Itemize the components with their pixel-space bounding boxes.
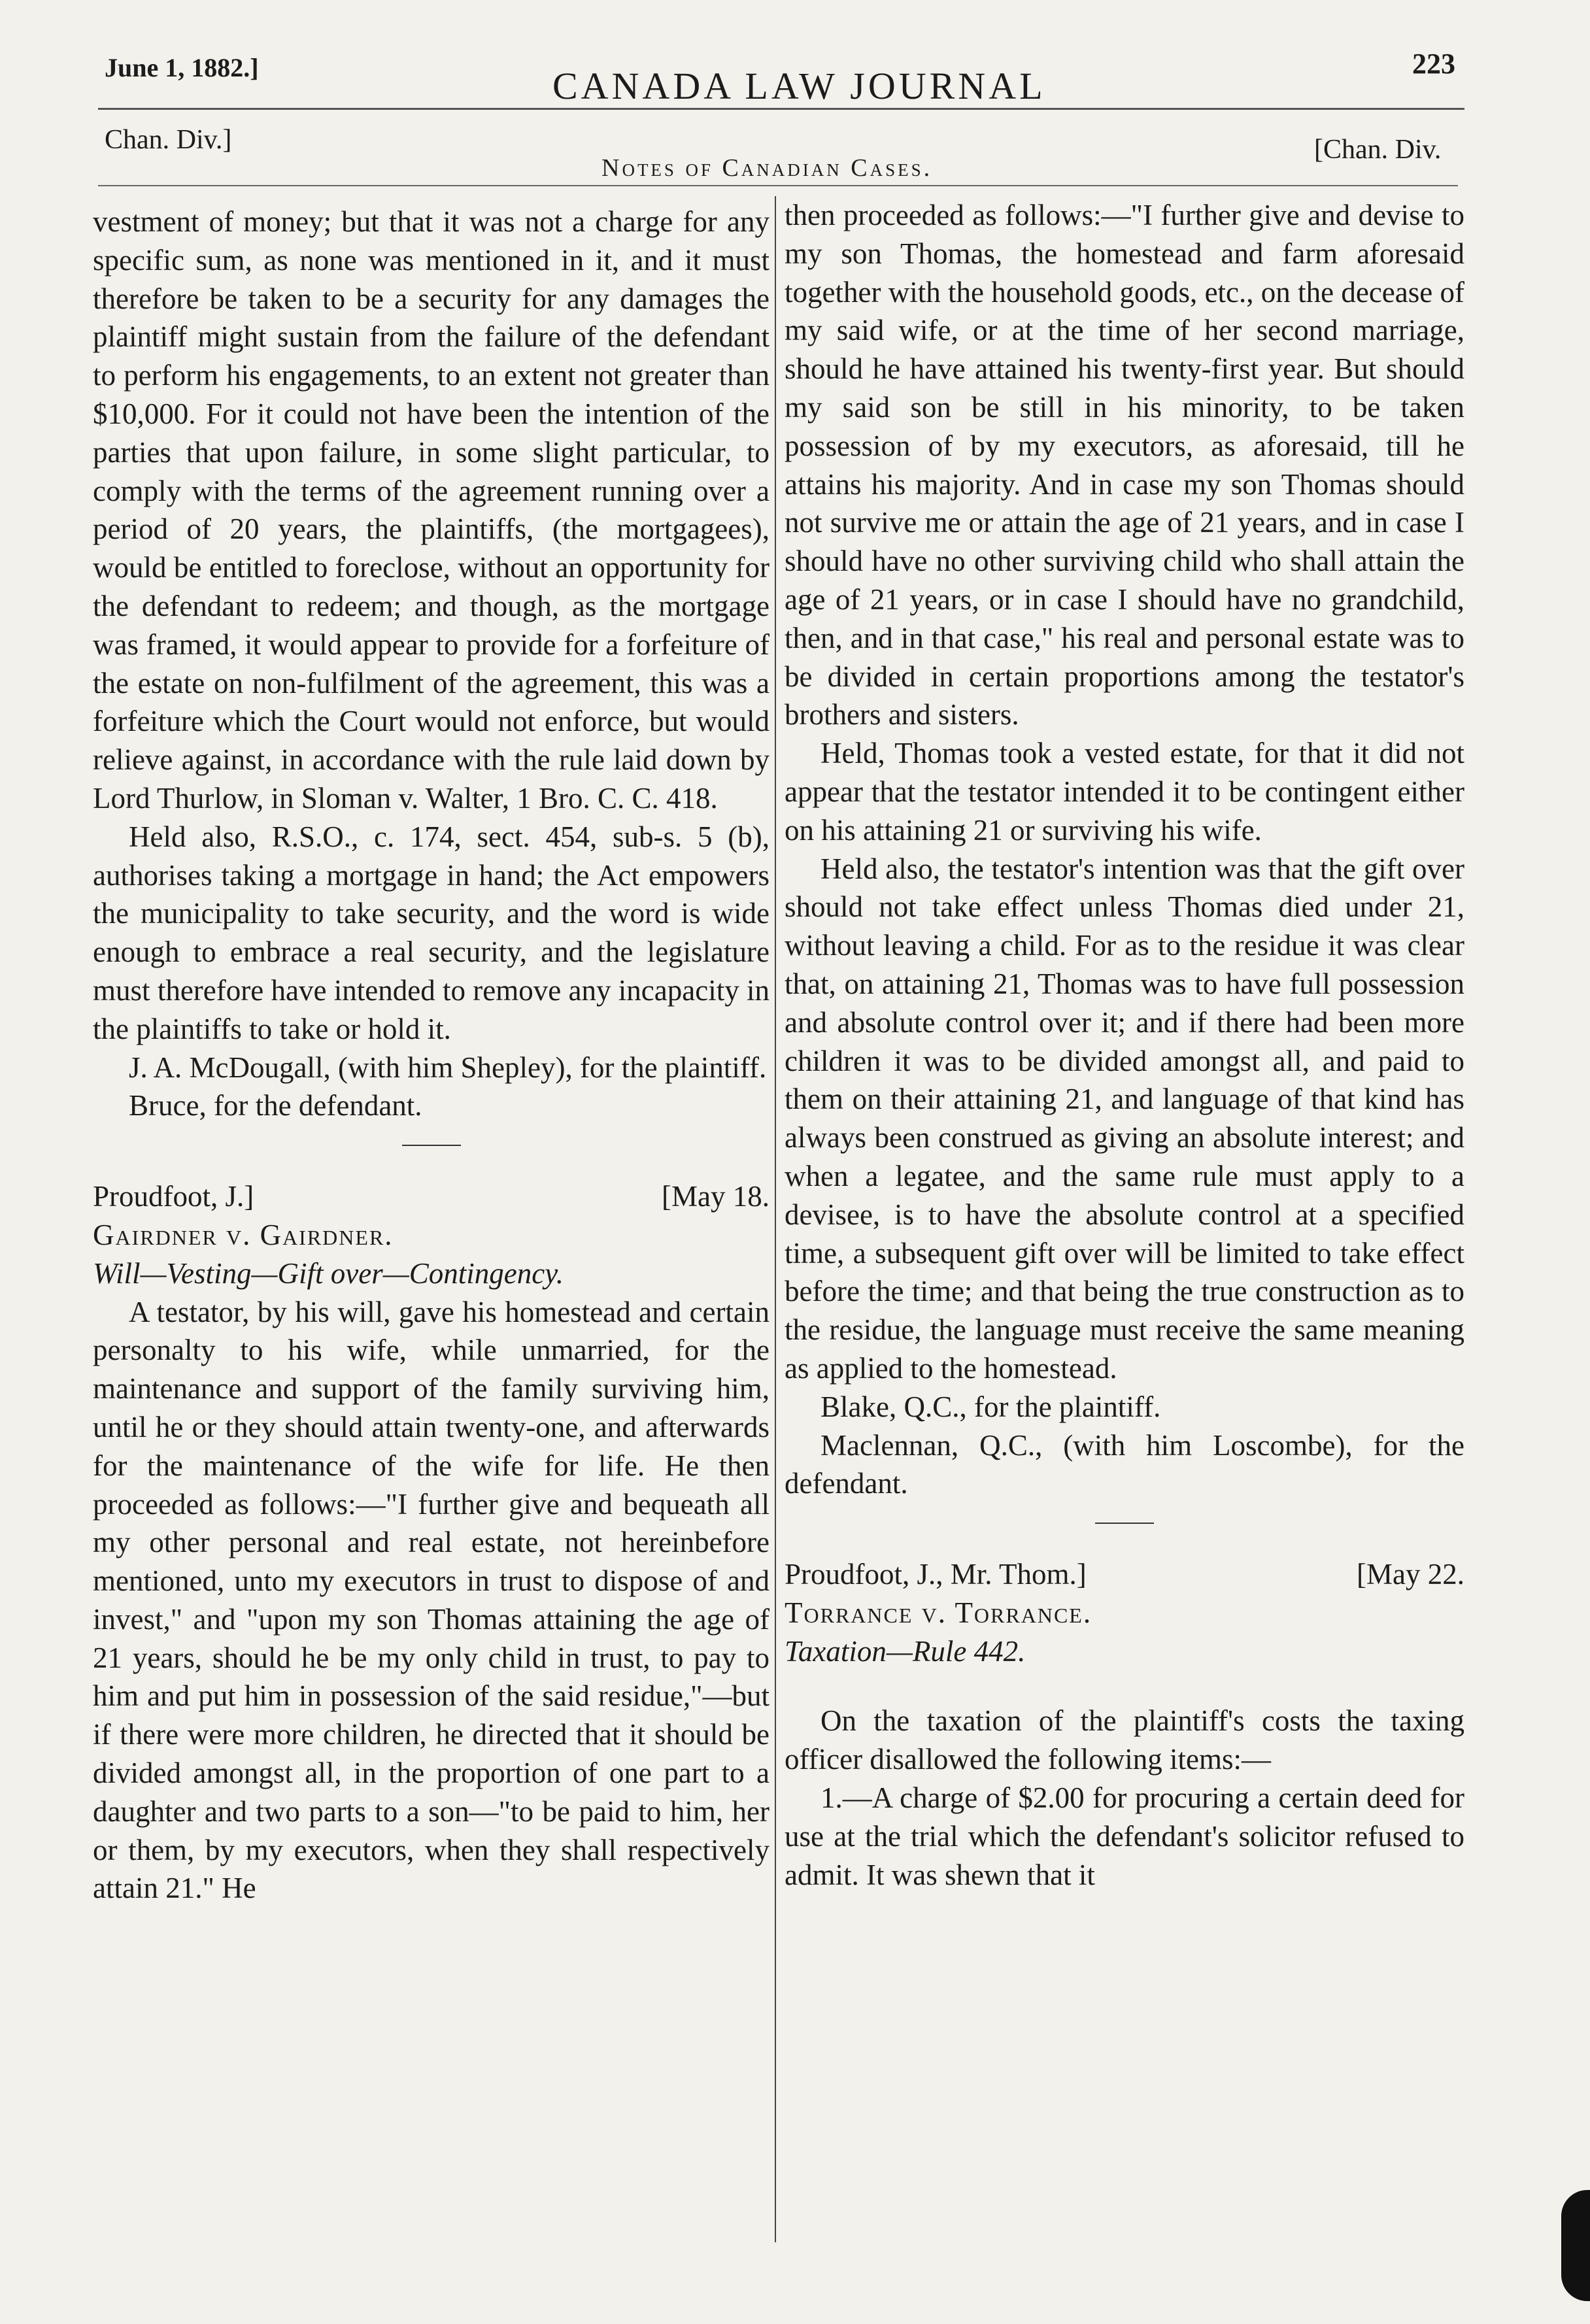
case-separator xyxy=(1095,1523,1154,1524)
paragraph: then proceeded as follows:—"I further give and devise to my son Thomas, the homestead and farm aforesaid together with the household goods, etc., on the decease of my said wife, or at the time of her second marriage, should he have attained his twenty-first year. But should my said son be still in his minority, to be taken possession of by my executors, as aforesaid, till he attains his majority. And in case my son Thomas should not survive me or attain the age of 21 years, and in case I should have no other surviving child who shall attain the age of 21 years, or in case I should have no grandchild, then, and in that case," his real and personal estate was to be divided in certain proportions among the testator's brothers and sisters. xyxy=(785,199,1464,732)
section-title: Notes of Canadian Cases. xyxy=(601,154,933,182)
running-head xyxy=(0,0,1590,190)
right-column xyxy=(785,196,1464,1894)
case-title: Torrance v. Torrance. xyxy=(785,1596,1092,1629)
judge-name: Proudfoot, J.] xyxy=(93,1180,254,1213)
judge-name: Proudfoot, J., Mr. Thom.] xyxy=(785,1558,1087,1591)
holding-paragraph: Held, Thomas took a vested estate, for that it did not appear that the testator intended it to be contingent either on his attaining 21 or surviving his wife. xyxy=(785,737,1464,847)
counsel-line: Maclennan, Q.C., (with him Loscombe), for the defendant. xyxy=(785,1428,1464,1500)
case-date: [May 18. xyxy=(662,1180,770,1213)
case-separator xyxy=(402,1145,461,1146)
holding-paragraph: Held also, R.S.O., c. 174, sect. 454, sub-s. 5 (b), authorises taking a mortgage in hand; the Act empowers the municipality to take security, and the word is wide enough to embrace a real security, and the legislature must therefore have intended to remove any incapacity in the plaintiffs to take or hold it. xyxy=(93,820,770,1045)
page-edge-shadow xyxy=(1561,2190,1590,2301)
counsel-line: J. A. McDougall, (with him Shepley), for the plaintiff. xyxy=(129,1051,767,1084)
case-title: Gairdner v. Gairdner. xyxy=(93,1218,394,1251)
header-rule-bottom xyxy=(98,185,1458,186)
column-divider xyxy=(775,196,776,2242)
division-label-right: [Chan. Div. xyxy=(1314,135,1442,165)
journal-title: CANADA LAW JOURNAL xyxy=(552,65,1046,107)
holding-paragraph: Held also, the testator's intention was that the gift over should not take effect unless Thomas died under 21, without leaving a child. For as to the residue it was clear that, on attaining 21, Thomas was to have full possession and absolute control over it; and if there had been more children it was to be divided amongst all, and paid to them on their attaining 21, and language of that kind has always been construed as giving an absolute interest; and when a legatee, and the same rule must apply to a devisee, is to have the absolute control at a specified time, a subsequent gift over will be limited to take effect before the time; and that being the true construction as to the residue, the language must receive the same meaning as applied to the homestead. xyxy=(785,852,1464,1385)
paragraph: vestment of money; but that it was not a charge for any specific sum, as none was mentioned in it, and it must therefore be taken to be a security for any damages the plaintiff might sustain from the failure of the defendant to perform his engagements, to an extent not greater than $10,000. For it could not have been the intention of the parties that upon failure, in some slight particular, to comply with the terms of the agreement running over a period of 20 years, the plaintiffs, (the mortgagees), would be entitled to foreclose, without an opportunity for the defendant to redeem; and though, as the mortgage was framed, it would appear to provide for a forfeiture of the estate on non-fulfilment of the agreement, this was a forfeiture which the Court would not enforce, but would relieve against, in accordance with the rule laid down by Lord Thurlow, in Sloman v. Walter, 1 Bro. C. C. 418. xyxy=(93,205,770,815)
case-item: 1.—A charge of $2.00 for procuring a certain deed for use at the trial which the defendant's solicitor refused to admit. It was shewn that it xyxy=(785,1781,1464,1891)
left-column xyxy=(93,203,770,1908)
case-body: A testator, by his will, gave his homestead and certain personalty to his wife, while unmarried, for the maintenance and support of the family surviving him, until he or they should attain twenty-one, and afterwards for the maintenance of the wife for life. He then proceeded as follows:—"I further give and bequeath all my other personal and real estate, not hereinbefore mentioned, unto my executors in trust to dispose of and invest," and "upon my son Thomas attaining the age of 21 years, should he be my only child in trust, to pay to him and put him in possession of the said residue,"—but if there were more children, he directed that it should be divided amongst all, in the proportion of one part to a daughter and two parts to a son—"to be paid to him, her or them, by my executors, when they shall respectively attain 21." He xyxy=(93,1295,770,1905)
case-heading xyxy=(93,1177,770,1216)
counsel-line: Blake, Q.C., for the plaintiff. xyxy=(820,1390,1161,1423)
spacer xyxy=(785,1670,1464,1702)
case-subject: Taxation—Rule 442. xyxy=(785,1634,1026,1668)
case-body: On the taxation of the plaintiff's costs the taxing officer disallowed the following items:— xyxy=(785,1704,1464,1776)
case-date: [May 22. xyxy=(1357,1558,1464,1591)
header-rule-top xyxy=(98,108,1464,110)
issue-date: June 1, 1882.] xyxy=(105,53,259,82)
case-subject: Will—Vesting—Gift over—Contingency. xyxy=(93,1256,564,1290)
counsel-line: Bruce, for the defendant. xyxy=(129,1089,422,1122)
division-label-left: Chan. Div.] xyxy=(105,125,232,155)
page-number: 223 xyxy=(1412,48,1455,80)
case-heading xyxy=(785,1555,1464,1594)
